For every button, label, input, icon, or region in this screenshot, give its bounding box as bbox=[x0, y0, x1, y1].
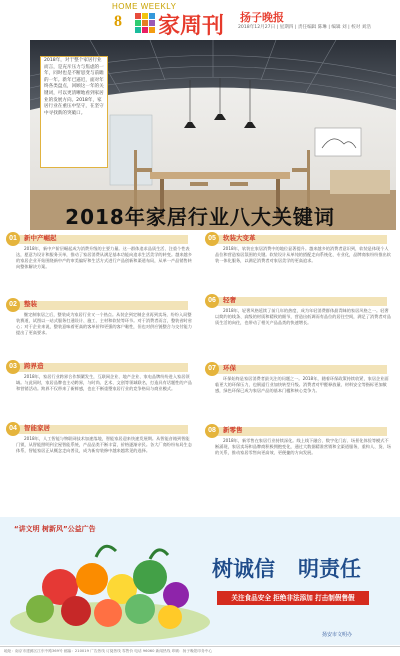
section-number: 02 bbox=[6, 298, 20, 312]
ad-red-bar: 关注食品安全 拒绝非法添加 打击制假售假 bbox=[217, 591, 369, 605]
section-06 bbox=[205, 294, 395, 360]
weekly-label: HOME WEEKLY bbox=[112, 2, 177, 11]
section-body: 2018年，人工智能与物联网技术加速落地，智能家居迎来快速发展期。从智能音箱到智能门锁，从智能照明到全屋智能系统，产品品类不断丰富，价格逐渐亲民。各大厂商纷纷布局生态体系，智能家居正从概念走向普及，成为新房装修中越来越常见的选择。 bbox=[16, 436, 192, 454]
section-number: 04 bbox=[6, 422, 20, 436]
header-meta: 2018年12月27日 | 星期四 | 责任编辑 陈琳 | 编辑 刘 | 校对 刘浩 bbox=[238, 25, 371, 30]
section-07 bbox=[205, 362, 395, 422]
page-title: 2018年家居行业八大关键词 bbox=[65, 205, 335, 229]
slogan-integrity: 树诚信 bbox=[212, 556, 275, 581]
page-footer bbox=[0, 646, 400, 656]
ad-credit: 扬安市文明办 bbox=[322, 632, 353, 638]
section-title: 轻奢 bbox=[223, 296, 236, 304]
ad-tag: “讲文明 树新风”公益广告 bbox=[14, 525, 96, 533]
section-body: 2018年，新中产阶层崛起成为消费升级的主要力量。这一群体追求品质生活、注重个性表达，愿意为设计和服务买单，推动了家居消费从满足基本功能向追求生活美学的转变。越来越多的家居企业开始围绕新中产的审美偏好和生活方式进行产品创新和渠道布局，从单一产品销售转向整体解决方案。 bbox=[16, 246, 192, 270]
section-body: 2018年，轻奢风格延续了前几年的热度，成为年轻消费群体最青睐的家居风格之一。轻奢以简约的线条、高级的材质和精致的细节，营造出低调而有品位的居住空间，满足了消费者对品质生活的向往，也带动了相关产品品类的快速增长。 bbox=[215, 308, 391, 326]
paper-name: 扬子晚报 bbox=[240, 11, 284, 24]
section-title: 新零售 bbox=[223, 426, 243, 434]
section-title: 新中产崛起 bbox=[24, 234, 57, 242]
section-number: 01 bbox=[6, 232, 20, 246]
intro-text: 2018年，对于整个家居行业而言，是充斥压力与焦虑的一年，同时也是不断思变与前瞻的一年。新年已逼近，面对年终各类盘点，回顾这一年的关键词，可以更清晰地看到家居业的发展方向。2018年，家居行业在重压中坚守，在坚守中寻找新的突破口。 bbox=[44, 58, 104, 116]
section-08 bbox=[205, 424, 395, 514]
section-number: 05 bbox=[205, 232, 219, 246]
section-03 bbox=[6, 360, 196, 418]
section-title: 智能家居 bbox=[24, 424, 50, 432]
section-04 bbox=[6, 422, 196, 514]
page-number: 8 bbox=[114, 13, 122, 30]
section-body: 2018年，新零售在家居行业持续深化。线上线下融合、数字化门店、场景化体验等模式不断涌现，家居卖场和品牌商积极拥抱变化，通过大数据精准营销和全渠道服务，重构人、货、场的关系，推动家居零售向更高效、更便捷的方向发展。 bbox=[215, 438, 391, 456]
section-body: 2018年，家居行业跨界合作频繁发生，互联网企业、地产企业、家电品牌纷纷进入家居领域。与此同时，家居品牌也主动跨界，与时尚、艺术、文创等领域联名，打造具有话题性的产品和营销活动。跨界不仅带来了新鲜感，也在不断重塑家居行业的竞争格局与商业模式。 bbox=[16, 374, 192, 392]
public-service-ad bbox=[0, 517, 400, 645]
logo-mosaic-icon bbox=[135, 13, 155, 33]
section-body: 继定制家居之后，整装成为家居行业又一个热点。从装企到定制企业再到卖场，纷纷入局整装赛道，试图以一站式服务打通设计、施工、主材和软装等环节。对于消费者而言，整装省时省心；对于企业来说，整装意味着更高的客单价和更强的客户黏性，但也对供应链整合与交付能力提出了更高要求。 bbox=[16, 312, 192, 336]
section-number: 08 bbox=[205, 424, 219, 438]
section-number: 07 bbox=[205, 362, 219, 376]
slogan-responsibility: 明责任 bbox=[298, 556, 361, 581]
section-05 bbox=[205, 232, 395, 292]
section-body: 环保始终是家居消费者最关注的问题之一。2018年，随着环保政策持续收紧，家居企业面临更大的环保压力，也倒逼行业加快转型升级。消费者对甲醛释放量、材料安全等指标更加敏感，绿色环保已成为家居产品的基本门槛和核心竞争力。 bbox=[215, 376, 389, 394]
section-title: 跨界造 bbox=[24, 362, 44, 370]
section-title: 环保 bbox=[223, 364, 236, 372]
section-body: 2018年，软装在家居消费中的地位显著提升。越来越多的消费者意识到，软装是体现个人品位和营造家居氛围的关键。软装设计从单纯的搭配走向系统化、专业化，品牌商家纷纷推出软装一体化服务，以满足消费者对家居美学的更高追求。 bbox=[215, 246, 391, 264]
section-number: 06 bbox=[205, 294, 219, 308]
section-number: 03 bbox=[6, 360, 20, 374]
section-01 bbox=[6, 232, 196, 296]
page-header bbox=[0, 0, 400, 40]
section-title: 整装 bbox=[24, 300, 37, 308]
section-title: 软装大变革 bbox=[223, 234, 256, 242]
section-02 bbox=[6, 298, 196, 358]
publication-title: 家周刊 bbox=[158, 14, 225, 39]
footer-text: 地址：南京市建邺区江东中路369号 邮编：210019 广告热线 订阅热线 零售价 电话 96060 新闻热线 印刷：扬子晚报印务中心 bbox=[4, 649, 213, 653]
